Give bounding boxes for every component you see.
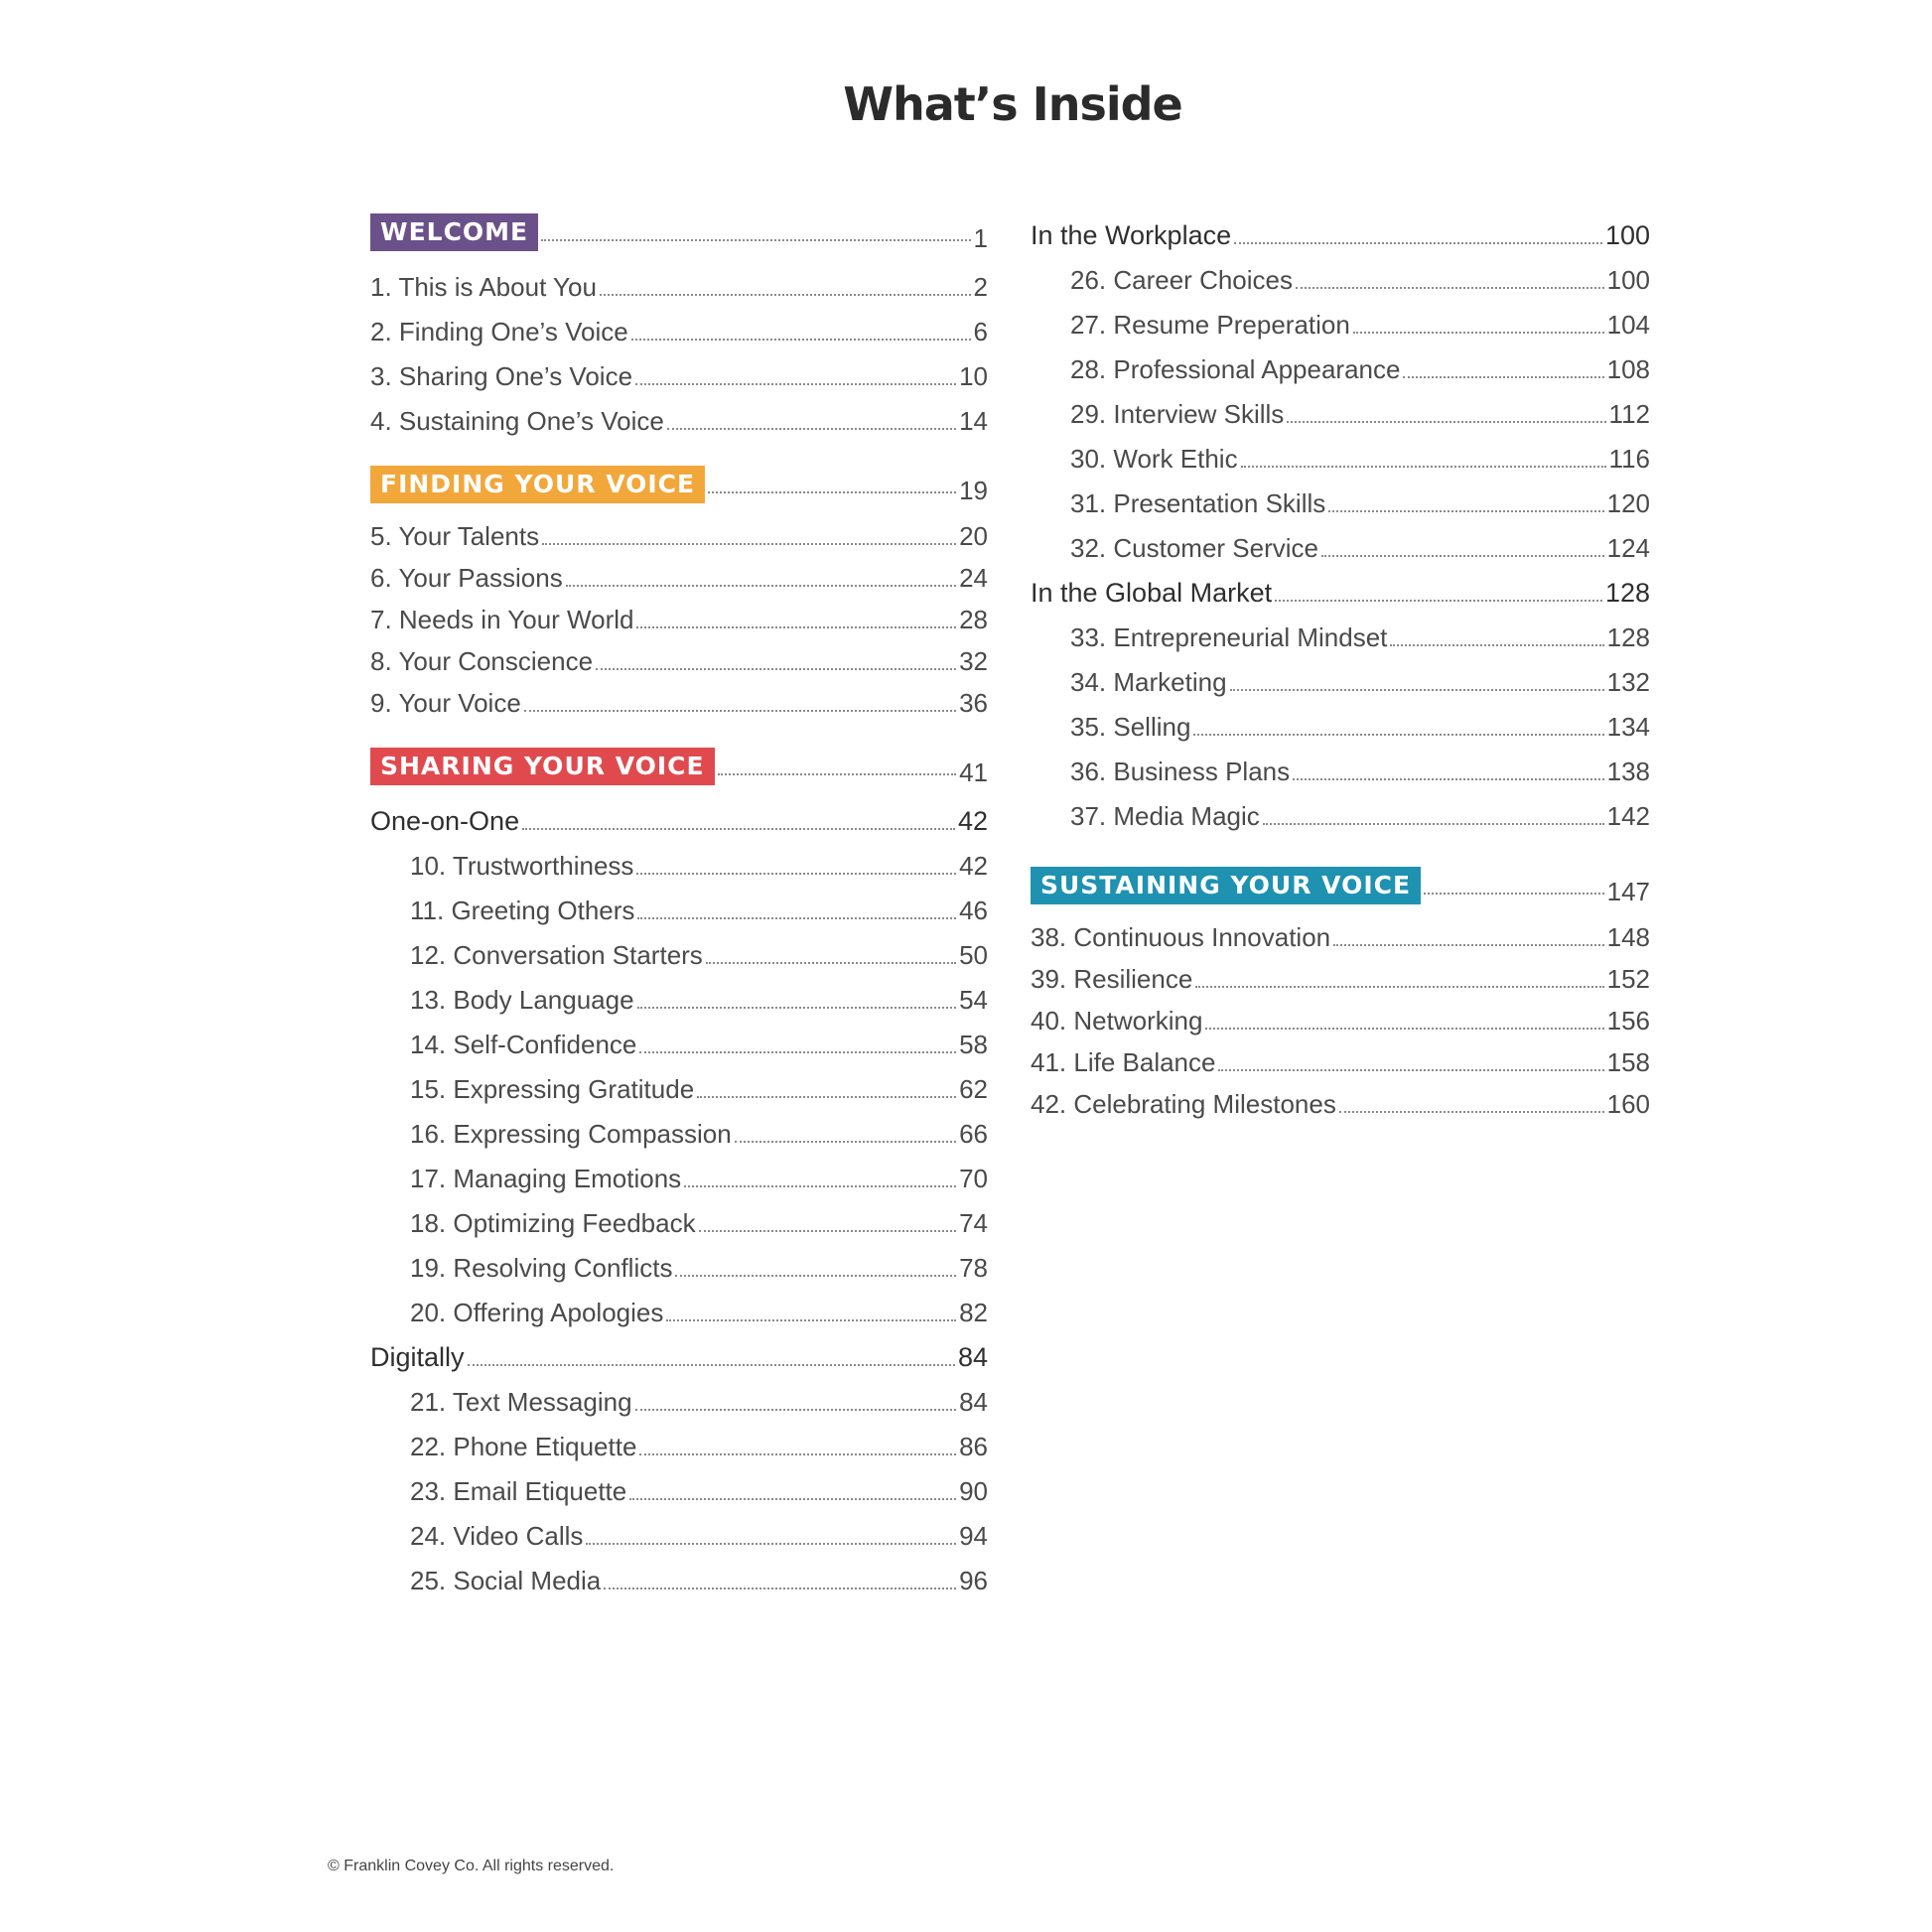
global-market-list <box>1031 609 1650 832</box>
page-number: 58 <box>959 1030 988 1059</box>
page-number: 124 <box>1606 533 1650 563</box>
toc-entry[interactable] <box>370 1060 988 1105</box>
entry-label: 37. Media Magic <box>1070 801 1260 831</box>
leader-dots <box>1353 331 1604 334</box>
page-number: 84 <box>959 1387 988 1417</box>
page-number: 158 <box>1606 1047 1650 1077</box>
page-number: 10 <box>959 361 988 391</box>
entry-label: 39. Resilience <box>1031 964 1193 994</box>
page-number: 82 <box>959 1298 988 1327</box>
toc-entry[interactable] <box>370 635 988 677</box>
toc-entry[interactable] <box>370 1194 988 1239</box>
leader-dots <box>637 1006 957 1009</box>
page-number: 152 <box>1606 964 1650 994</box>
entry-label: 21. Text Messaging <box>410 1387 632 1417</box>
leader-dots <box>1333 943 1603 946</box>
entry-label: 7. Needs in Your World <box>370 605 634 634</box>
toc-entry[interactable] <box>1031 953 1650 995</box>
page-number: 147 <box>1606 876 1650 906</box>
page-number: 46 <box>959 896 988 925</box>
copyright-footer: © Franklin Covey Co. All rights reserved. <box>328 1858 615 1874</box>
page-number: 32 <box>959 646 988 676</box>
entry-label: 13. Body Language <box>410 985 634 1015</box>
leader-dots <box>1234 241 1602 244</box>
subsection-digitally[interactable] <box>370 1328 988 1373</box>
entry-label: 15. Expressing Gratitude <box>410 1074 695 1104</box>
toc-entry[interactable] <box>370 882 988 926</box>
subsection-in-the-global-market[interactable] <box>1031 564 1650 609</box>
leader-dots <box>635 382 956 385</box>
leader-dots <box>684 1184 956 1187</box>
page-number: 62 <box>959 1074 988 1104</box>
toc-entry[interactable] <box>370 303 988 347</box>
entry-label: 16. Expressing Compassion <box>410 1119 732 1149</box>
entry-label: 4. Sustaining One’s Voice <box>370 406 664 436</box>
page-number: 148 <box>1606 922 1650 952</box>
toc-entry[interactable] <box>1031 341 1650 385</box>
section-welcome[interactable] <box>370 207 988 258</box>
entry-label: 31. Presentation Skills <box>1070 488 1326 518</box>
page-number: 41 <box>959 757 988 787</box>
page-number: 84 <box>957 1342 988 1372</box>
toc-entry[interactable] <box>370 347 988 392</box>
leader-dots <box>1424 892 1604 895</box>
entry-label: 9. Your Voice <box>370 688 521 718</box>
leader-dots <box>1193 733 1603 736</box>
entry-label: 38. Continuous Innovation <box>1031 922 1331 952</box>
entry-label: 1. This is About You <box>370 272 597 302</box>
toc-entry[interactable] <box>1031 698 1650 743</box>
toc-entry[interactable] <box>370 1105 988 1150</box>
toc-entry[interactable] <box>370 1552 988 1596</box>
toc-entry[interactable] <box>370 1150 988 1194</box>
page-number: 1 <box>973 222 988 253</box>
entry-label: 6. Your Passions <box>370 563 563 593</box>
toc-entry[interactable] <box>370 837 988 882</box>
toc-entry[interactable] <box>1031 519 1650 564</box>
subsection-label: In the Global Market <box>1031 578 1273 608</box>
page-number: 104 <box>1606 310 1650 340</box>
leader-dots <box>666 1318 956 1321</box>
toc-entry[interactable] <box>370 594 988 635</box>
toc-entry[interactable] <box>370 1373 988 1418</box>
toc-entry[interactable] <box>1031 475 1650 519</box>
subsection-label: In the Workplace <box>1031 220 1232 250</box>
entry-label: 26. Career Choices <box>1070 265 1293 295</box>
entry-label: 40. Networking <box>1031 1006 1203 1035</box>
leader-dots <box>718 772 956 775</box>
toc-entry[interactable] <box>1031 1036 1650 1078</box>
section-finding-your-voice[interactable] <box>370 459 988 510</box>
leader-dots <box>706 961 956 964</box>
section-sustaining-your-voice[interactable] <box>1031 860 1650 911</box>
page-number: 70 <box>959 1164 988 1193</box>
toc-entry[interactable] <box>370 1284 988 1328</box>
toc-entry[interactable] <box>1031 430 1650 475</box>
one-on-one-list <box>370 837 988 1328</box>
leader-dots <box>1218 1068 1603 1071</box>
page-number: 86 <box>959 1432 988 1461</box>
page-number: 116 <box>1608 444 1650 474</box>
entry-label: 11. Greeting Others <box>410 896 635 925</box>
leader-dots <box>631 338 971 341</box>
leader-dots <box>699 1229 956 1232</box>
toc-entry[interactable] <box>370 1507 988 1552</box>
toc-entry[interactable] <box>1031 995 1650 1036</box>
section-badge-sharing: SHARING YOUR VOICE <box>370 748 715 785</box>
entry-label: 5. Your Talents <box>370 521 540 551</box>
leader-dots <box>600 293 971 296</box>
page-number: 42 <box>959 851 988 881</box>
page-number: 100 <box>1604 220 1650 250</box>
entry-label: 2. Finding One’s Voice <box>370 317 628 346</box>
toc-entry[interactable] <box>1031 385 1650 430</box>
entry-label: 3. Sharing One’s Voice <box>370 361 633 391</box>
leader-dots <box>1390 643 1603 646</box>
entry-label: 17. Managing Emotions <box>410 1164 682 1193</box>
entry-label: 30. Work Ethic <box>1070 444 1238 474</box>
entry-label: 27. Resume Preperation <box>1070 310 1350 340</box>
leader-dots <box>1205 1027 1603 1030</box>
toc-entry[interactable] <box>370 258 988 303</box>
workplace-list <box>1031 251 1650 564</box>
entry-label: 25. Social Media <box>410 1566 602 1595</box>
leader-dots <box>522 827 955 830</box>
leader-dots <box>697 1095 956 1098</box>
leader-dots <box>542 542 956 545</box>
leader-dots <box>1195 985 1603 988</box>
toc-entry[interactable] <box>1031 911 1650 953</box>
section-badge-finding: FINDING YOUR VOICE <box>370 466 705 503</box>
leader-dots <box>1293 777 1603 780</box>
page-number: 6 <box>973 317 988 346</box>
entry-label: 42. Celebrating Milestones <box>1031 1089 1336 1119</box>
leader-dots <box>1275 599 1602 602</box>
page-number: 108 <box>1606 354 1650 384</box>
page-number: 128 <box>1604 578 1650 608</box>
leader-dots <box>639 1452 956 1455</box>
leader-dots <box>635 1408 957 1411</box>
toc-entry[interactable] <box>1031 787 1650 832</box>
leader-dots <box>604 1587 956 1589</box>
subsection-one-on-one[interactable] <box>370 792 988 837</box>
subsection-in-the-workplace[interactable] <box>1031 207 1650 251</box>
page-number: 156 <box>1606 1006 1650 1035</box>
finding-list <box>370 510 988 719</box>
leader-dots <box>1296 286 1604 289</box>
toc-entry[interactable] <box>370 510 988 552</box>
page-number: 50 <box>959 940 988 970</box>
toc-entry[interactable] <box>1031 653 1650 698</box>
entry-label: 22. Phone Etiquette <box>410 1432 637 1461</box>
page-number: 138 <box>1606 757 1650 786</box>
page-number: 14 <box>959 406 988 436</box>
toc-entry[interactable] <box>370 392 988 437</box>
leader-dots <box>1287 420 1605 423</box>
section-badge-sustaining: SUSTAINING YOUR VOICE <box>1031 867 1421 904</box>
entry-label: 23. Email Etiquette <box>410 1476 627 1506</box>
page-number: 120 <box>1606 488 1650 518</box>
entry-label: 36. Business Plans <box>1070 757 1291 786</box>
entry-label: 18. Optimizing Feedback <box>410 1208 696 1238</box>
page-number: 66 <box>959 1119 988 1149</box>
toc-right-column <box>1031 207 1650 1120</box>
leader-dots <box>675 1274 956 1277</box>
page-number: 19 <box>959 475 988 505</box>
toc-entry[interactable] <box>1031 296 1650 341</box>
page-number: 90 <box>959 1476 988 1506</box>
entry-label: 33. Entrepreneurial Mindset <box>1070 622 1388 652</box>
leader-dots <box>637 916 956 919</box>
page-number: 142 <box>1606 801 1650 831</box>
page-number: 100 <box>1606 265 1650 295</box>
page-number: 94 <box>959 1521 988 1551</box>
section-sharing-your-voice[interactable] <box>370 741 988 792</box>
toc-entry[interactable] <box>370 1418 988 1462</box>
toc-entry[interactable] <box>1031 609 1650 653</box>
leader-dots <box>1263 822 1604 825</box>
toc-entry[interactable] <box>1031 1078 1650 1120</box>
entry-label: 10. Trustworthiness <box>410 851 634 881</box>
entry-label: 24. Video Calls <box>410 1521 584 1551</box>
entry-label: 12. Conversation Starters <box>410 940 703 970</box>
toc-entry[interactable] <box>370 677 988 719</box>
page-number: 160 <box>1606 1089 1650 1119</box>
toc-entry[interactable] <box>1031 251 1650 296</box>
toc-entry[interactable] <box>370 1016 988 1060</box>
toc-entry[interactable] <box>370 552 988 594</box>
page-number: 24 <box>959 563 988 593</box>
page-number: 112 <box>1608 399 1650 429</box>
leader-dots <box>1403 375 1603 378</box>
page-number: 36 <box>959 688 988 718</box>
leader-dots <box>1230 688 1604 691</box>
leader-dots <box>629 1497 956 1500</box>
page-number: 132 <box>1606 667 1650 697</box>
leader-dots <box>566 584 956 587</box>
entry-label: 20. Offering Apologies <box>410 1298 664 1327</box>
leader-dots <box>639 1050 956 1053</box>
page-title: What’s Inside <box>843 77 1182 131</box>
toc-entry[interactable] <box>370 1239 988 1284</box>
subsection-label: Digitally <box>370 1342 465 1372</box>
page-number: 54 <box>959 985 988 1015</box>
page-number: 128 <box>1606 622 1650 652</box>
toc-entry[interactable] <box>370 926 988 971</box>
leader-dots <box>1328 509 1603 512</box>
subsection-label: One-on-One <box>370 806 520 836</box>
sustaining-list <box>1031 911 1650 1120</box>
leader-dots <box>596 667 956 670</box>
entry-label: 29. Interview Skills <box>1070 399 1285 429</box>
page-number: 96 <box>959 1566 988 1595</box>
entry-label: 19. Resolving Conflicts <box>410 1253 673 1283</box>
digitally-list <box>370 1373 988 1596</box>
page-number: 2 <box>973 272 988 302</box>
page-number: 74 <box>959 1208 988 1238</box>
page-number: 134 <box>1606 712 1650 742</box>
page-number: 78 <box>959 1253 988 1283</box>
leader-dots <box>468 1363 955 1366</box>
entry-label: 32. Customer Service <box>1070 533 1318 563</box>
page-number: 42 <box>957 806 988 836</box>
leader-dots <box>1241 465 1606 468</box>
toc-entry[interactable] <box>1031 743 1650 787</box>
leader-dots <box>1321 554 1604 557</box>
welcome-list <box>370 258 988 437</box>
toc-entry[interactable] <box>370 971 988 1016</box>
leader-dots <box>708 490 956 493</box>
entry-label: 8. Your Conscience <box>370 646 594 676</box>
leader-dots <box>1339 1110 1604 1113</box>
leader-dots <box>636 872 956 875</box>
page-number: 28 <box>959 605 988 634</box>
leader-dots <box>524 709 956 712</box>
entry-label: 14. Self-Confidence <box>410 1030 637 1059</box>
toc-entry[interactable] <box>370 1462 988 1507</box>
entry-label: 35. Selling <box>1070 712 1191 742</box>
leader-dots <box>586 1542 956 1545</box>
leader-dots <box>735 1140 956 1143</box>
leader-dots <box>667 427 956 430</box>
entry-label: 28. Professional Appearance <box>1070 354 1401 384</box>
section-badge-welcome: WELCOME <box>370 213 538 251</box>
entry-label: 34. Marketing <box>1070 667 1227 697</box>
page-number: 20 <box>959 521 988 551</box>
leader-dots <box>541 238 970 241</box>
leader-dots <box>636 625 956 628</box>
entry-label: 41. Life Balance <box>1031 1047 1216 1077</box>
toc-left-column <box>370 207 988 1596</box>
